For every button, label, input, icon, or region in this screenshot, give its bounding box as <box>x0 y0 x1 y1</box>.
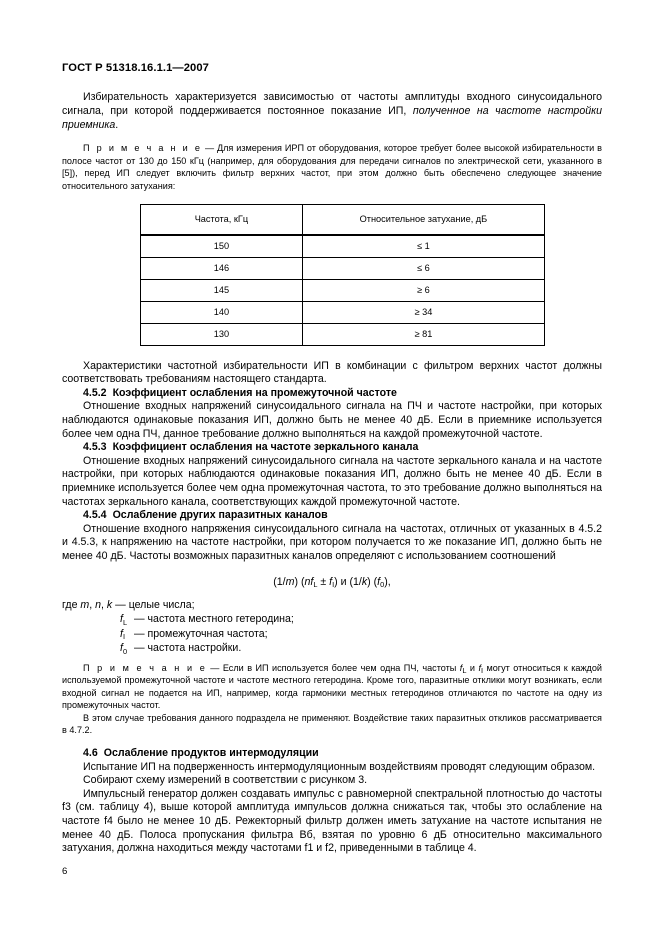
cell-attenuation: ≥ 34 <box>302 301 544 323</box>
cell-frequency: 145 <box>141 279 303 301</box>
paragraph-4-5-4: Отношение входного напряжения синусоидального сигнала на частотах, отличных от указанных в 4.5.2 и 4.5.3, к напряжению на частоте настройки, при котором получается то же показание ИП, должно быть не менее 40 дБ. Частоты возможных паразитных каналов определяют с использованием соотношений <box>62 522 602 562</box>
symbol-fl: $f_L$ <box>120 613 128 627</box>
note-body-a: — Если в ИП используется более чем одна ПЧ, частоты <box>206 662 460 673</box>
note-symbol-fl: f <box>459 662 463 673</box>
table-header-row <box>141 204 545 235</box>
spurious-channel-formula: (1/m) $(nf_L \pm f_I)$ и (1/k) $(f_0)$, <box>273 575 391 589</box>
heading-number: 4.5.2 <box>83 386 107 399</box>
paragraph-4-6-setup: Собирают схему измерений в соответствии с рисунком 3. <box>83 774 368 787</box>
note-body: — Для измерения ИРП от оборудования, которое требует более высокой избирательности в полосе частот от 130 до 150 кГц (например, для оборудования для передачи сигналов по электрической сети, указанного в [5]), перед ИП следует включить фильтр верхних частот, при этом должно быть обеспечено следующее значение относительного затухания: <box>62 143 602 191</box>
cell-frequency: 130 <box>141 323 303 345</box>
paragraph-4-6-generator: Импульсный генератор должен создавать импульс с равномерной спектральной плотностью до частоты f3 (см. таблицу 4), выше которой амплитуда импульсов должна снижаться так, чтобы это ослабление на частоте f4 было не менее 10 дБ. Режекторный фильтр должен иметь затухание на частоте испытания не менее 40 дБ. Полоса пропускания фильтра Bб, взятая по уровню 6 дБ относительно максимального затухания, должна находиться между частотами f1 и f2, приведенными в таблице 4. <box>62 787 602 855</box>
note-label: П р и м е ч а н и е <box>83 662 207 673</box>
table-row <box>141 301 545 323</box>
heading-4-5-4 <box>62 509 602 523</box>
note-body-b: могут относиться к каждой используемой промежуточной частоте и частоте местного гетеродина. Кроме того, паразитные отклики могут возникать, если входной сигнал не подается на ИП, например, когда гармоники местных гетеродинов отличаются по частоте на одну из промежуточных частот. <box>62 662 602 711</box>
cell-frequency: 146 <box>141 257 303 279</box>
definition-integers: где m, n, k — целые числа; <box>62 598 195 611</box>
note-filter <box>62 142 602 192</box>
page-content <box>62 62 602 856</box>
definition-fl <box>62 612 602 627</box>
table-row <box>141 235 545 258</box>
table-header-frequency: Частота, кГц <box>141 204 303 235</box>
heading-title: Ослабление продуктов интермодуляции <box>103 747 319 760</box>
heading-title: Ослабление других паразитных каналов <box>112 509 328 522</box>
cell-frequency: 140 <box>141 301 303 323</box>
definition-f0 <box>62 641 602 656</box>
definition-fi-text: — промежуточная частота; <box>134 627 268 640</box>
table-row <box>141 257 545 279</box>
heading-number: 4.6 <box>83 747 98 760</box>
table-row <box>141 323 545 345</box>
symbol-f0: $f_0$ <box>120 642 128 656</box>
page-number: 6 <box>62 866 68 877</box>
heading-title: Коэффициент ослабления на частоте зеркального канала <box>112 441 419 454</box>
cell-attenuation: ≥ 6 <box>302 279 544 301</box>
symbol-fi: $f_I$ <box>120 627 126 641</box>
paragraph-4-5-3: Отношение входных напряжений синусоидального сигнала на частоте зеркального канала и на частоте настройки, при которых наблюдаются одинаковые показания ИП, должно быть не менее 40 дБ. Если в приемнике используется более чем одна промежуточная частота, то это требование должно выполняться на частотах зеркального канала, соответствующих каждой промежуточной частоте. <box>62 454 602 508</box>
definition-f0-text: — частота настройки. <box>134 642 242 654</box>
heading-number: 4.5.4 <box>83 509 107 522</box>
heading-number: 4.5.3 <box>83 441 107 454</box>
symbol-definitions <box>62 598 602 656</box>
note-label: П р и м е ч а н и е <box>83 143 203 154</box>
note-multiple-if: П р и м е ч а н и е — Если в ИП используется более чем одна ПЧ, частоты $f_L$ и $f_I$ могут относиться к каждой используемой промежуточной частоте и частоте местного гетеродина. Кроме того, паразитные отклики могут возникать, если входной сигнал не подается на ИП, например, когда гармоники местных гетеродинов отличаются по частоте на одну из промежуточных частот. <box>62 662 602 711</box>
selectivity-text-italic: полученное на частоте настройки приемника <box>62 105 602 131</box>
paragraph-4-6-intro: Испытание ИП на подверженность интермодуляционным воздействиям проводят следующим образом. <box>83 760 596 773</box>
heading-title: Коэффициент ослабления на промежуточной частоте <box>112 386 397 399</box>
note-multiple-if-second: В этом случае требования данного подраздела не применяют. Воздействие таких паразитных откликов рассматривается в 4.7.2. <box>62 712 602 736</box>
cell-attenuation: ≤ 1 <box>302 235 544 258</box>
attenuation-table <box>140 204 545 346</box>
selectivity-text-lead: Избирательность характеризуется зависимостью от частоты амплитуды входного синусоидального сигнала, при которой поддерживается постоянное показание ИП, <box>62 91 602 118</box>
heading-4-6 <box>62 747 602 761</box>
paragraph-selectivity <box>62 91 602 132</box>
cell-frequency: 150 <box>141 235 303 258</box>
definition-fi <box>62 627 602 642</box>
heading-4-5-2 <box>62 387 602 401</box>
definition-fl-text: — частота местного гетеродина; <box>134 613 294 625</box>
cell-attenuation: ≤ 6 <box>302 257 544 279</box>
heading-4-5-3 <box>62 441 602 455</box>
selectivity-text-tail: . <box>115 118 119 131</box>
cell-attenuation: ≥ 81 <box>302 323 544 345</box>
table-row <box>141 279 545 301</box>
table-header-attenuation: Относительное затухание, дБ <box>302 204 544 235</box>
note-symbol-fi: f <box>478 662 481 673</box>
paragraph-4-5-2: Отношение входных напряжений синусоидального сигнала на ПЧ и частоте настройки, при которых наблюдаются одинаковые показания ИП, должно быть не менее 40 дБ. Если в приемнике используется более чем одна ПЧ, данное требование должно выполняться на каждой промежуточной частоте. <box>62 400 602 440</box>
paragraph-after-table: Характеристики частотной избирательности ИП в комбинации с фильтром верхних частот должны соответствовать требованиям настоящего стандарта. <box>62 359 602 386</box>
standard-number-header: ГОСТ Р 51318.16.1.1—2007 <box>62 62 210 74</box>
